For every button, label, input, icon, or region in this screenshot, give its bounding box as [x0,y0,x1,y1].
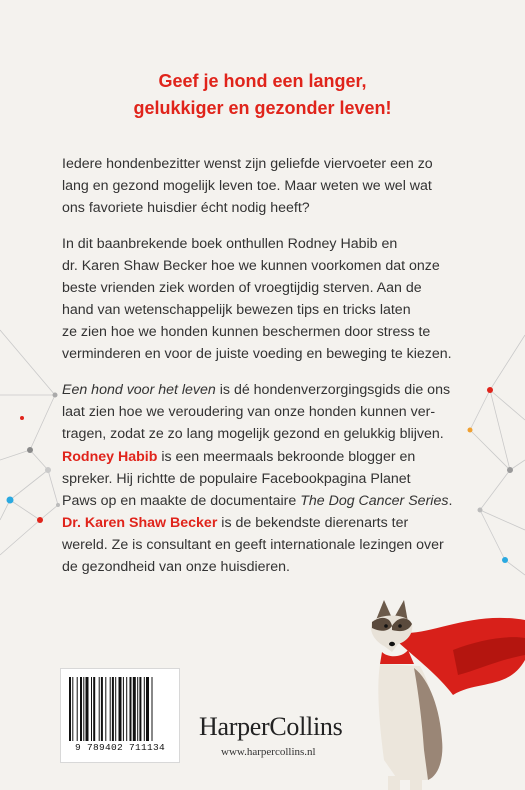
isbn-number: 9 789402 711134 [74,742,165,753]
description-line: ze zien hoe we honden kunnen beschermen door stress te [62,324,431,340]
series-title: The Dog Cancer Series [300,493,449,509]
intro-line: ons favoriete huisdier écht nodig heeft? [62,200,310,216]
bio-text: Paws op en maakte de documentaire [62,493,301,509]
bio-text: is een meermaals bekroonde blogger en [157,449,416,465]
book-line: tragen, zodat ze zo lang mogelijk gezond en gelukkig blijven. [62,426,444,442]
intro-paragraph [62,153,472,219]
publisher-website[interactable]: www.harpercollins.nl [221,746,316,758]
description-line: hand van wetenschappelijk bewezen tips en tricks laten [62,302,411,318]
intro-line: Iedere hondenbezitter wenst zijn geliefde viervoeter een zo [62,156,433,172]
intro-line: lang en gezond mogelijk leven toe. Maar weten we wel wat [62,178,432,194]
bio-text: . [448,493,453,509]
author-name-karen: Dr. Karen Shaw Becker [62,515,218,531]
book-line: laat zien hoe we veroudering van onze honden kunnen ver- [62,404,436,420]
blurb [62,153,472,459]
author-bio [62,446,472,578]
book-line [62,379,472,401]
tagline-line-2: gelukkiger en gezonder leven! [133,98,392,118]
book-paragraph [62,379,472,445]
description-paragraph [62,233,472,365]
bio-line [62,490,472,512]
publisher-logo: HarperCollins [199,712,343,741]
description-line: verminderen en voor de juiste voeding en beweging te kiezen. [62,346,452,362]
barcode [60,668,180,763]
description-line: dr. Karen Shaw Becker hoe we kunnen voorkomen dat onze [62,258,440,274]
bio-line [62,446,472,468]
tagline [0,68,525,122]
bio-line: spreker. Hij richtte de populaire Facebookpagina Planet [62,471,411,487]
description-line: beste vrienden ziek worden of vroegtijdig sterven. Aan de [62,280,422,296]
bio-line: de gezondheid van onze huisdieren. [62,559,290,575]
bio-line [62,512,472,534]
book-line-rest: is dé hondenverzorgingsgids die ons [215,382,451,398]
barcode-bars [69,677,171,741]
bio-text: is de bekendste dierenarts ter [217,515,409,531]
author-name-rodney: Rodney Habib [62,449,158,465]
dog-with-cape-illustration [358,580,525,790]
tagline-line-1: Geef je hond een langer, [158,71,367,91]
book-title: Een hond voor het leven [62,382,216,398]
bio-line: wereld. Ze is consultant en geeft internationale lezingen over [62,537,444,553]
description-line: In dit baanbrekende boek onthullen Rodney Habib en [62,236,398,252]
